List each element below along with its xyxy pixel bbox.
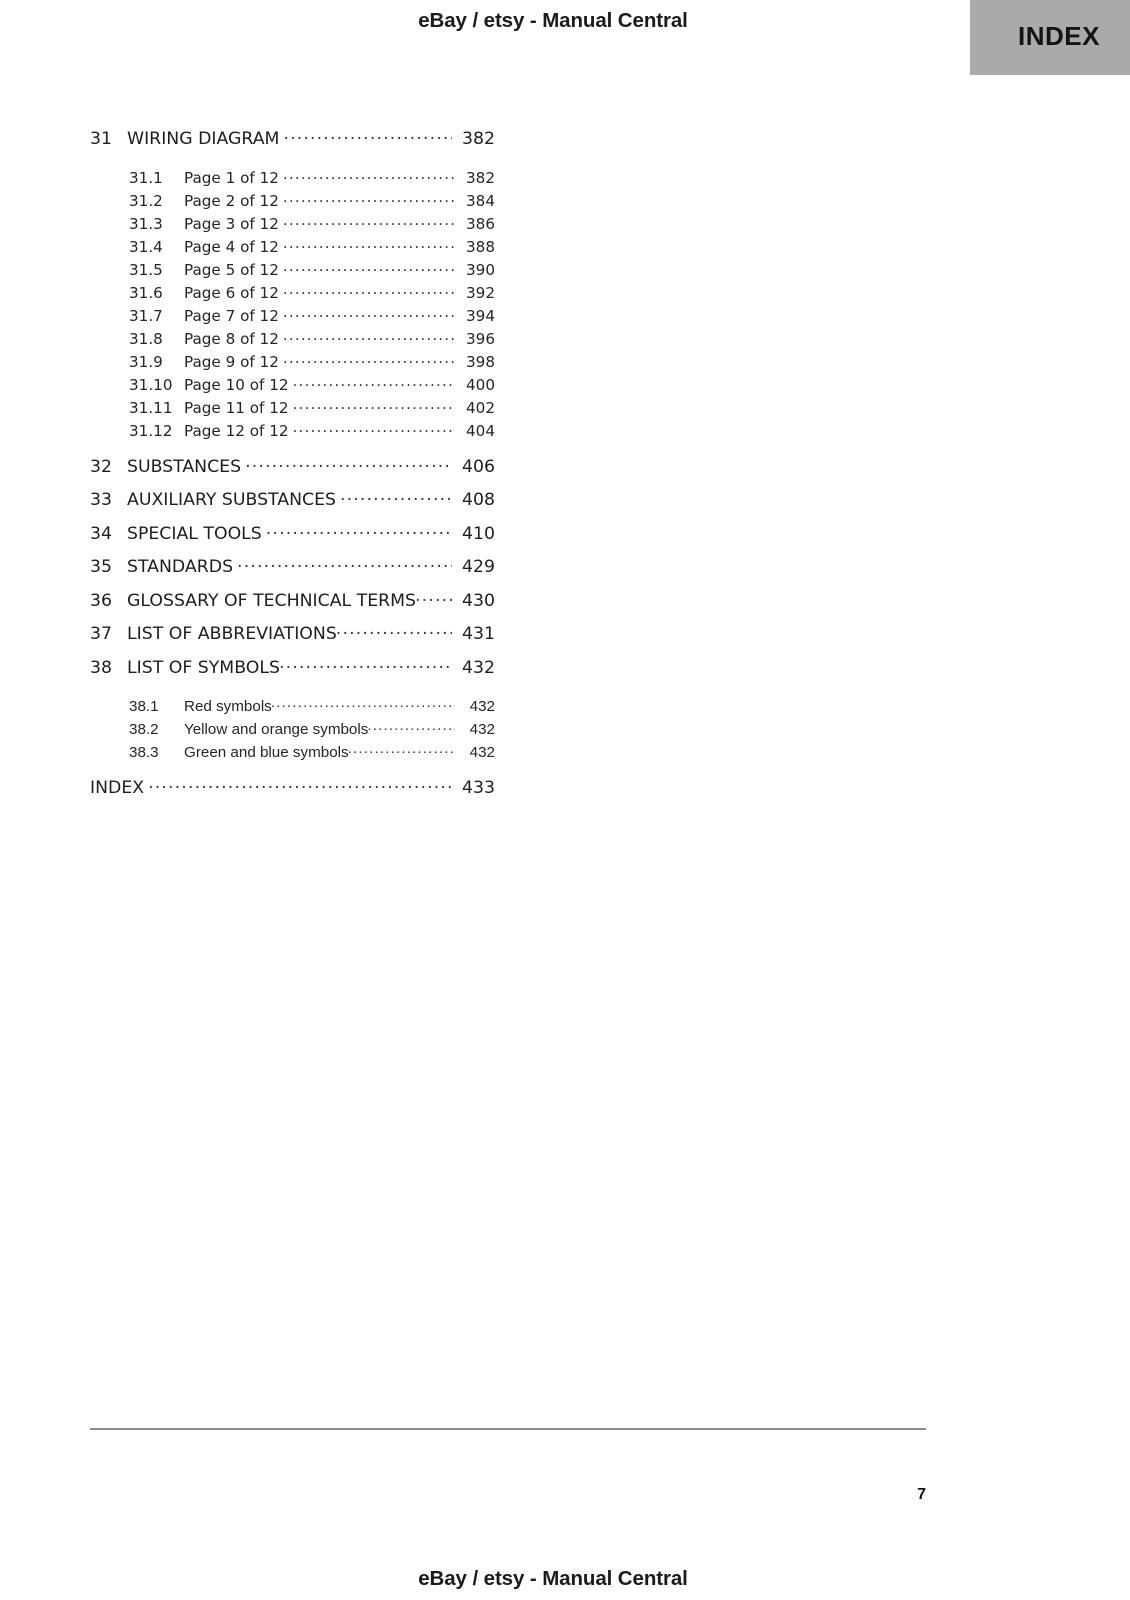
toc-entry-number: 38 [90, 657, 112, 678]
table-of-contents [90, 127, 495, 810]
toc-entry-number: 38.1 [129, 698, 159, 716]
toc-entry-number: 31.8 [129, 329, 163, 348]
toc-entry-title: SPECIAL TOOLS [127, 523, 262, 544]
toc-dot-leader [348, 742, 455, 757]
toc-entry-page: 429 [462, 557, 495, 578]
toc-entry-title: AUXILIARY SUBSTANCES [127, 490, 336, 511]
toc-entry[interactable] [90, 696, 495, 719]
toc-dot-leader [340, 488, 452, 505]
toc-group-spacer [90, 765, 495, 776]
toc-dot-leader [283, 127, 452, 144]
toc-dot-leader [237, 555, 452, 572]
toc-dot-leader [245, 455, 452, 472]
toc-entry-page: 398 [466, 352, 495, 371]
toc-dot-leader [367, 719, 455, 734]
toc-dot-leader [293, 375, 455, 390]
toc-entry-number: 31.7 [129, 306, 163, 325]
toc-entry-title: LIST OF SYMBOLS [127, 657, 280, 678]
toc-entry-page: 400 [466, 375, 495, 394]
toc-entry[interactable] [90, 455, 495, 489]
toc-dot-leader [283, 260, 455, 275]
toc-entry-title: GLOSSARY OF TECHNICAL TERMS [127, 590, 417, 611]
toc-dot-leader [336, 622, 452, 639]
toc-entry[interactable] [90, 622, 495, 656]
toc-entry-page: 386 [466, 214, 495, 233]
toc-entry-number: 31.5 [129, 260, 163, 279]
toc-entry-number: 34 [90, 523, 112, 544]
toc-entry-page: 394 [466, 306, 495, 325]
toc-entry-title: SUBSTANCES [127, 456, 242, 477]
toc-dot-leader [266, 522, 452, 539]
toc-entry[interactable] [90, 260, 495, 283]
toc-entry-page: 392 [466, 283, 495, 302]
footer-watermark: eBay / etsy - Manual Central [418, 1567, 688, 1590]
toc-entry-page: 406 [462, 456, 495, 477]
toc-entry-title: Page 3 of 12 [184, 214, 279, 233]
toc-entry-title: Page 12 of 12 [184, 421, 289, 440]
toc-entry-page: 432 [462, 657, 495, 678]
toc-entry-title: Page 2 of 12 [184, 191, 279, 210]
toc-dot-leader [283, 283, 455, 298]
toc-entry[interactable] [90, 656, 495, 690]
toc-entry-number: 31.6 [129, 283, 163, 302]
toc-dot-leader [283, 168, 455, 183]
toc-entry-number: 37 [90, 624, 112, 645]
toc-entry-page: 433 [462, 778, 495, 799]
index-tab-label: INDEX [1018, 21, 1100, 51]
toc-entry[interactable] [90, 352, 495, 375]
toc-entry-number: 35 [90, 557, 112, 578]
toc-entry-title: Page 10 of 12 [184, 375, 289, 394]
toc-group-spacer [90, 444, 495, 455]
toc-entry-number: 31.1 [129, 168, 163, 187]
toc-dot-leader [283, 306, 455, 321]
toc-entry-title: Yellow and orange symbols [184, 721, 369, 739]
toc-dot-leader [415, 589, 452, 606]
toc-dot-leader [279, 656, 452, 673]
toc-entry[interactable] [90, 283, 495, 306]
toc-entry[interactable] [90, 127, 495, 161]
toc-dot-leader [271, 696, 455, 711]
toc-entry[interactable] [90, 191, 495, 214]
footer-divider [90, 1428, 926, 1430]
toc-entry-number: 31 [90, 129, 112, 150]
toc-dot-leader [283, 214, 455, 229]
toc-entry-page: 432 [469, 744, 495, 762]
toc-entry-page: 432 [469, 698, 495, 716]
toc-entry[interactable] [90, 776, 495, 810]
toc-entry[interactable] [90, 168, 495, 191]
toc-dot-leader [283, 329, 455, 344]
toc-entry-title: Green and blue symbols [184, 744, 349, 762]
toc-group-spacer [90, 689, 495, 696]
toc-entry-number: 32 [90, 456, 112, 477]
toc-entry-page: 402 [466, 398, 495, 417]
toc-entry-title: Page 11 of 12 [184, 398, 289, 417]
toc-entry-title: Red symbols [184, 698, 272, 716]
toc-entry[interactable] [90, 589, 495, 623]
toc-entry-number: 31.10 [129, 375, 173, 394]
toc-entry[interactable] [90, 719, 495, 742]
toc-entry[interactable] [90, 306, 495, 329]
toc-dot-leader [293, 421, 455, 436]
toc-entry-number: 31.4 [129, 237, 163, 256]
toc-dot-leader [293, 398, 455, 413]
index-section-tab [970, 0, 1130, 75]
toc-entry-number: 31.3 [129, 214, 163, 233]
toc-entry-title: Page 7 of 12 [184, 306, 279, 325]
toc-dot-leader [148, 776, 452, 793]
toc-entry-title: INDEX [90, 778, 145, 799]
toc-entry-title: Page 4 of 12 [184, 237, 279, 256]
toc-entry-page: 382 [466, 168, 495, 187]
toc-entry[interactable] [90, 488, 495, 522]
toc-entry-title: Page 5 of 12 [184, 260, 279, 279]
toc-entry-number: 38.3 [129, 744, 159, 762]
toc-entry-page: 396 [466, 329, 495, 348]
toc-entry[interactable] [90, 555, 495, 589]
toc-entry[interactable] [90, 742, 495, 765]
toc-entry-page: 404 [466, 421, 495, 440]
toc-entry-number: 31.9 [129, 352, 163, 371]
toc-entry-number: 33 [90, 490, 112, 511]
toc-entry-page: 432 [469, 721, 495, 739]
toc-dot-leader [283, 191, 455, 206]
toc-entry-page: 388 [466, 237, 495, 256]
toc-entry-number: 38.2 [129, 721, 159, 739]
toc-entry-title: STANDARDS [127, 557, 234, 578]
toc-entry[interactable] [90, 522, 495, 556]
toc-entry-number: 31.2 [129, 191, 163, 210]
toc-entry[interactable] [90, 375, 495, 398]
toc-entry-title: WIRING DIAGRAM [127, 129, 280, 150]
toc-entry[interactable] [90, 214, 495, 237]
toc-entry-page: 430 [462, 590, 495, 611]
toc-entry-title: Page 9 of 12 [184, 352, 279, 371]
toc-entry-title: Page 6 of 12 [184, 283, 279, 302]
toc-entry-number: 36 [90, 590, 112, 611]
toc-entry[interactable] [90, 398, 495, 421]
toc-entry[interactable] [90, 421, 495, 444]
toc-dot-leader [283, 352, 455, 367]
page-number: 7 [917, 1486, 926, 1503]
toc-entry-title: Page 1 of 12 [184, 168, 279, 187]
toc-entry-number: 31.11 [129, 398, 173, 417]
toc-entry[interactable] [90, 237, 495, 260]
toc-entry-page: 382 [462, 129, 495, 150]
toc-entry-title: LIST OF ABBREVIATIONS [127, 624, 337, 645]
toc-entry-page: 408 [462, 490, 495, 511]
toc-entry-title: Page 8 of 12 [184, 329, 279, 348]
toc-entry[interactable] [90, 329, 495, 352]
toc-entry-number: 31.12 [129, 421, 173, 440]
toc-entry-page: 384 [466, 191, 495, 210]
toc-entry-page: 431 [462, 624, 495, 645]
toc-dot-leader [283, 237, 455, 252]
toc-entry-page: 410 [462, 523, 495, 544]
toc-group-spacer [90, 161, 495, 168]
toc-entry-page: 390 [466, 260, 495, 279]
header-watermark: eBay / etsy - Manual Central [418, 9, 688, 32]
